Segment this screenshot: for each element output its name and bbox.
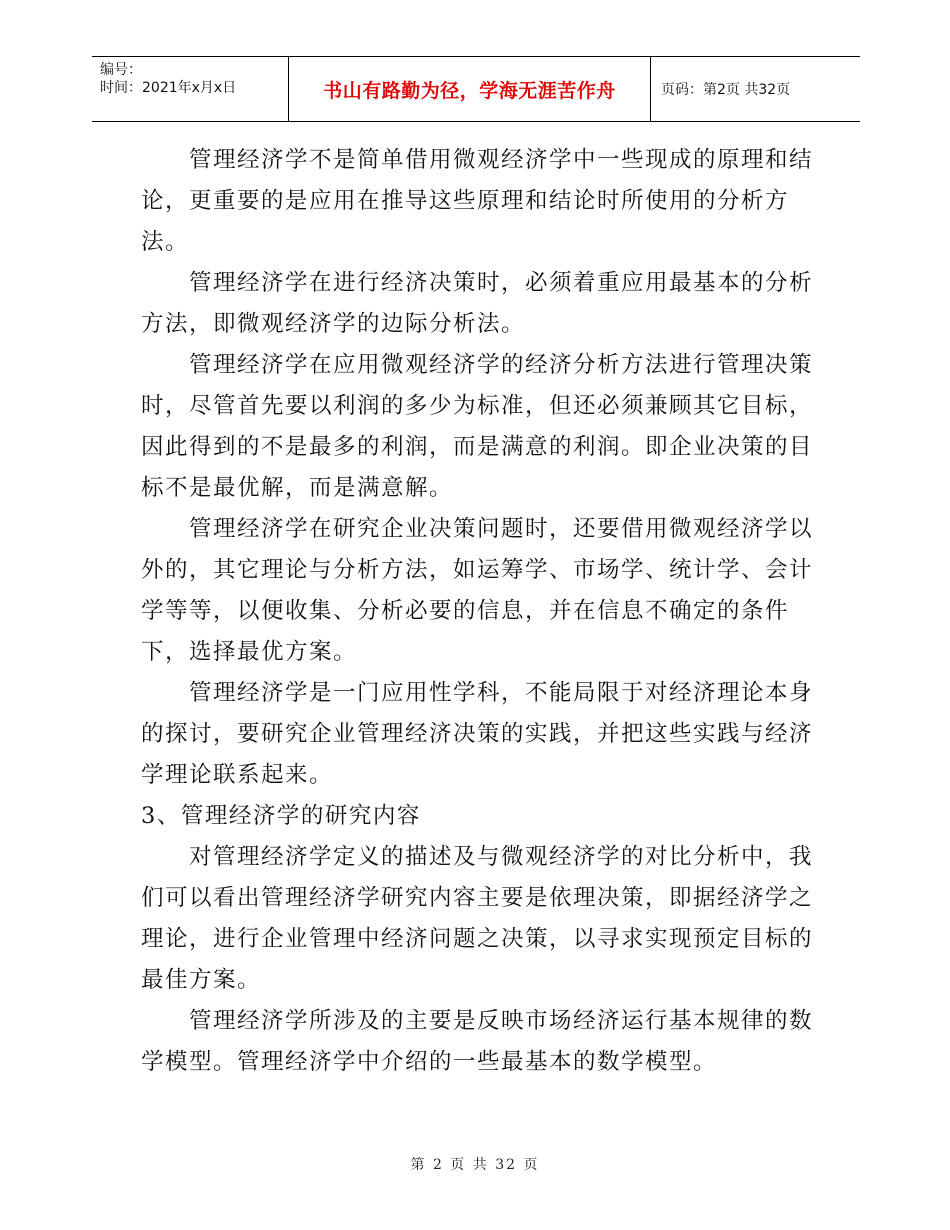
section-heading: 3、管理经济学的研究内容 bbox=[141, 803, 421, 829]
paragraph: 对管理经济学定义的描述及与微观经济学的对比分析中，我们可以看出管理经济学研究内容主要是依理决策，即据经济学之理论，进行企业管理中经济问题之决策，以寻求实现预定目标的最佳方案。 bbox=[141, 844, 814, 993]
page-header bbox=[92, 56, 860, 122]
page-footer: 第 2 页 共 32 页 bbox=[410, 1157, 540, 1173]
document-body bbox=[141, 140, 813, 1083]
header-page-info: 页码：第2页 共32页 bbox=[661, 82, 791, 98]
paragraph: 管理经济学在进行经济决策时，必须着重应用最基本的分析方法，即微观经济学的边际分析法。 bbox=[141, 270, 814, 337]
paragraph: 管理经济学在研究企业决策问题时，还要借用微观经济学以外的，其它理论与分析方法，如运筹学、市场学、统计学、会计学等等，以便收集、分析必要的信息，并在信息不确定的条件下，选择最优方案。 bbox=[141, 516, 814, 665]
paragraph: 管理经济学所涉及的主要是反映市场经济运行基本规律的数学模型。管理经济学中介绍的一些最基本的数学模型。 bbox=[141, 1008, 814, 1075]
paragraph: 管理经济学是一门应用性学科，不能局限于对经济理论本身的探讨，要研究企业管理经济决策的实践，并把这些实践与经济学理论联系起来。 bbox=[141, 680, 814, 788]
paragraph: 管理经济学不是简单借用微观经济学中一些现成的原理和结论，更重要的是应用在推导这些原理和结论时所使用的分析方法。 bbox=[141, 147, 814, 255]
paragraph: 管理经济学在应用微观经济学的经济分析方法进行管理决策时，尽管首先要以利润的多少为标准，但还必须兼顾其它目标，因此得到的不是最多的利润，而是满意的利润。即企业决策的目标不是最优解，而是满意解。 bbox=[141, 352, 814, 501]
header-motto: 书山有路勤为径，学海无涯苦作舟 bbox=[288, 57, 651, 121]
header-date-label: 时间：2021年x月x日 bbox=[100, 80, 237, 96]
header-meta bbox=[92, 57, 288, 121]
header-number-label: 编号： bbox=[100, 62, 142, 78]
